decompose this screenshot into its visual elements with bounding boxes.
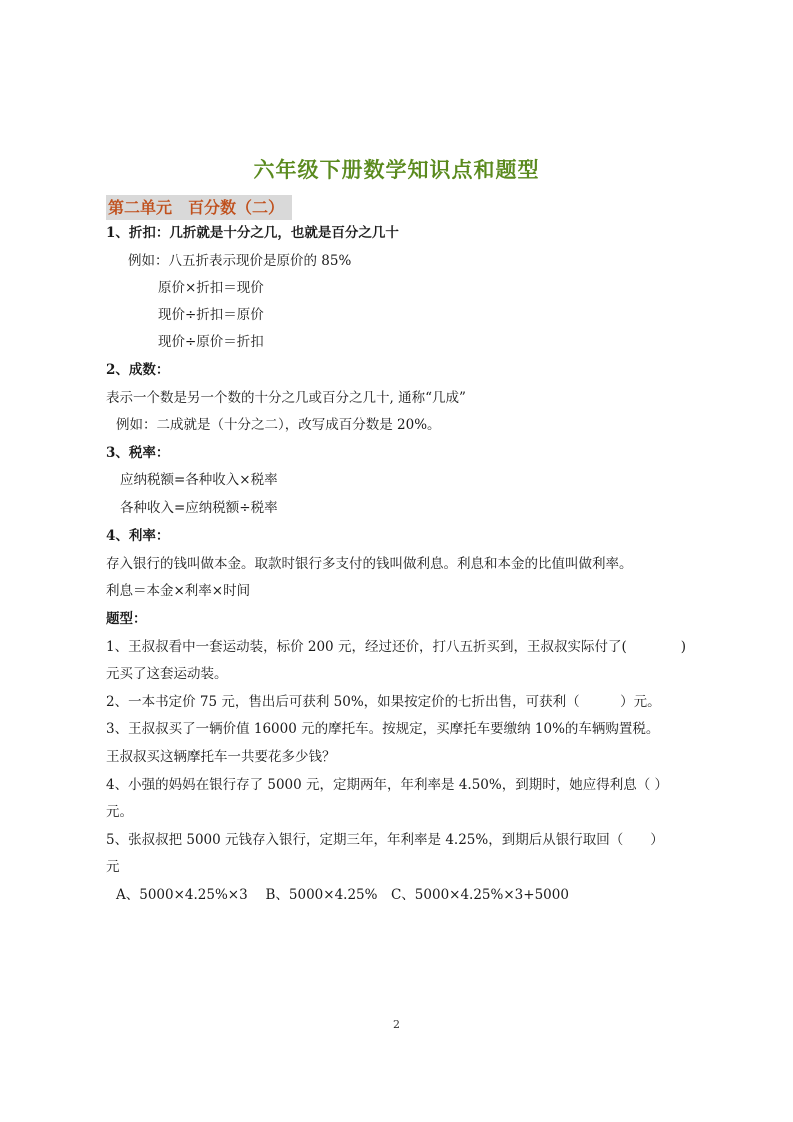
tax-formula-1: 应纳税额=各种收入×税率	[120, 472, 278, 488]
question-4-line-2: 元。	[106, 804, 133, 820]
point-4-heading: 4、利率：	[106, 528, 170, 544]
discount-formula-1: 原价×折扣＝现价	[158, 280, 264, 296]
question-5-options: A、5000×4.25%×3 B、5000×4.25% C、5000×4.25%×3+5000	[116, 887, 569, 903]
point-2-definition: 表示一个数是另一个数的十分之几或百分之几十, 通称“几成”	[106, 390, 466, 406]
page-title: 六年级下册数学知识点和题型	[253, 158, 540, 182]
interest-formula: 利息＝本金×利率×时间	[106, 583, 251, 599]
question-4-line-1: 4、小强的妈妈在银行存了 5000 元，定期两年，年利率是 4.50%，到期时，她应得利息（ ）	[106, 777, 668, 793]
question-1-line-2: 元买了这套运动装。	[106, 666, 228, 682]
point-2-heading: 2、成数：	[106, 362, 170, 378]
point-3-heading: 3、税率：	[106, 445, 170, 461]
tax-formula-2: 各种收入=应纳税额÷税率	[120, 500, 278, 516]
discount-formula-3: 现价÷原价＝折扣	[158, 334, 264, 350]
question-3-line-2: 王叔叔买这辆摩托车一共要花多少钱？	[106, 749, 336, 765]
question-1-line-1: 1、王叔叔看中一套运动装，标价 200 元，经过还价，打八五折买到，王叔叔实际付了( )	[106, 639, 686, 655]
question-5-line-1: 5、张叔叔把 5000 元钱存入银行，定期三年，年利率是 4.25%，到期后从银行取回（ ）	[106, 832, 664, 848]
question-2: 2、一本书定价 75 元，售出后可获利 50%，如果按定价的七折出售，可获利（ ）元。	[106, 694, 661, 710]
discount-example: 例如：八五折表示现价是原价的 85%	[128, 253, 352, 269]
page-number: 2	[393, 1018, 400, 1031]
interest-definition: 存入银行的钱叫做本金。取款时银行多支付的钱叫做利息。利息和本金的比值叫做利率。	[106, 556, 633, 572]
question-3-line-1: 3、王叔叔买了一辆价值 16000 元的摩托车。按规定，买摩托车要缴纳 10%的车辆购置税。	[106, 721, 660, 737]
section-header: 第二单元 百分数（二）	[106, 195, 292, 220]
point-2-example: 例如：二成就是（十分之二），改写成百分数是 20%。	[116, 417, 441, 433]
point-1-discount: 1、折扣：几折就是十分之几，也就是百分之几十	[106, 225, 399, 241]
questions-heading: 题型：	[106, 611, 147, 627]
discount-formula-2: 现价÷折扣＝原价	[158, 307, 264, 323]
question-5-line-2: 元	[106, 859, 120, 875]
